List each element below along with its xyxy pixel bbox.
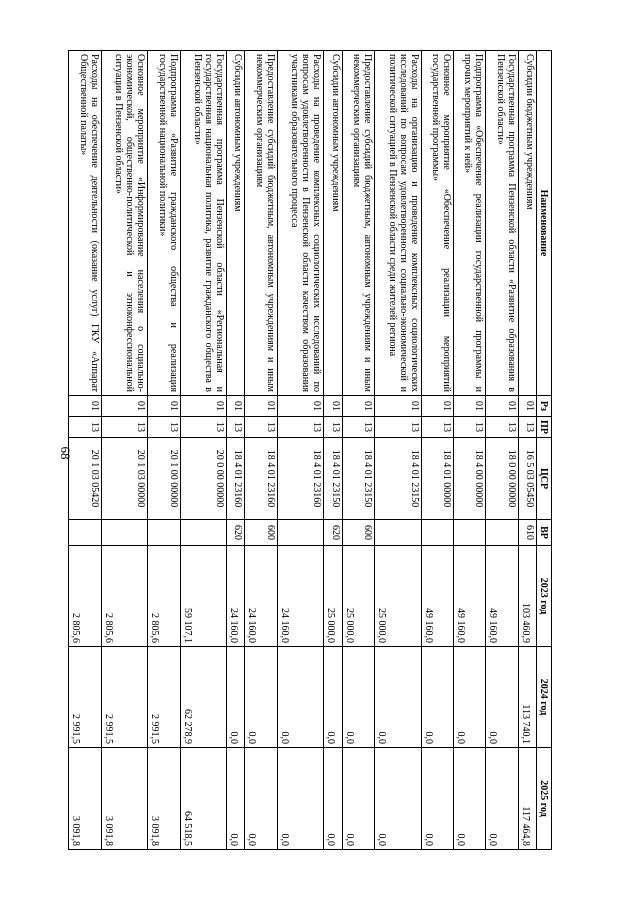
cell-rz: 01 — [101, 396, 148, 417]
cell-name: Основное мероприятие «Обеспечение реализации мероприятий государственной программы» — [421, 51, 453, 396]
cell-pr: 13 — [486, 417, 518, 438]
cell-name: Субсидии автономным учреждениям — [227, 51, 245, 396]
cell-2024: 2 991,5 — [148, 647, 180, 748]
cell-name: Подпрограмма «Обеспечение реализации государственной программы и прочих мероприятий к ней» — [454, 51, 486, 396]
header-name: Наименование — [537, 51, 552, 396]
table-row — [101, 51, 148, 850]
cell-2024: 0,0 — [486, 647, 518, 748]
table-row — [227, 51, 245, 850]
cell-rz: 01 — [245, 396, 277, 417]
cell-rz: 01 — [374, 396, 421, 417]
cell-name: Расходы на проведение комплексных социологических исследований по вопросам удовлетворенности в Пензенской области качеством образования участниками образовательного процесса — [277, 51, 324, 396]
header-csr: ЦСР — [537, 438, 552, 520]
cell-2023: 24 160,0 — [245, 546, 277, 647]
cell-2024: 0,0 — [421, 647, 453, 748]
cell-2025: 0,0 — [245, 748, 277, 850]
cell-vr: 600 — [342, 520, 374, 546]
cell-2023: 49 160,0 — [454, 546, 486, 647]
table-row — [374, 51, 421, 850]
cell-pr: 13 — [277, 417, 324, 438]
budget-table — [68, 50, 552, 850]
cell-csr: 20 1 03 05420 — [69, 438, 102, 520]
cell-pr: 13 — [180, 417, 227, 438]
cell-2024: 0,0 — [277, 647, 324, 748]
table-row — [180, 51, 227, 850]
cell-2024: 0,0 — [374, 647, 421, 748]
cell-vr — [148, 520, 180, 546]
cell-vr: 620 — [324, 520, 342, 546]
cell-csr: 20 1 00 00000 — [148, 438, 180, 520]
cell-csr: 20 1 03 00000 — [101, 438, 148, 520]
cell-pr: 13 — [69, 417, 102, 438]
cell-pr: 13 — [227, 417, 245, 438]
cell-vr — [69, 520, 102, 546]
cell-pr: 13 — [324, 417, 342, 438]
table-row — [245, 51, 277, 850]
cell-name: Государственная программа Пензенской области «Региональная и государственная национальная политика, развитие гражданского общества в Пензенской области» — [180, 51, 227, 396]
cell-vr — [454, 520, 486, 546]
cell-rz: 01 — [486, 396, 518, 417]
cell-pr: 13 — [518, 417, 536, 438]
cell-csr: 16 5 03 05450 — [518, 438, 536, 520]
cell-2023: 24 160,0 — [227, 546, 245, 647]
table-row — [454, 51, 486, 850]
cell-vr — [101, 520, 148, 546]
cell-rz: 01 — [518, 396, 536, 417]
cell-2024: 0,0 — [245, 647, 277, 748]
cell-2025: 0,0 — [342, 748, 374, 850]
cell-2024: 113 740,1 — [518, 647, 536, 748]
cell-2024: 0,0 — [342, 647, 374, 748]
cell-rz: 01 — [227, 396, 245, 417]
header-2023: 2023 год — [537, 546, 552, 647]
cell-rz: 01 — [180, 396, 227, 417]
cell-2024: 2 991,5 — [69, 647, 102, 748]
cell-csr: 18 4 01 23160 — [245, 438, 277, 520]
table-row — [518, 51, 536, 850]
cell-pr: 13 — [101, 417, 148, 438]
cell-pr: 13 — [148, 417, 180, 438]
cell-name: Расходы на обеспечение деятельности (оказание услуг) ГКУ «Аппарат Общественной палаты» — [69, 51, 102, 396]
cell-2023: 25 000,0 — [324, 546, 342, 647]
cell-pr: 13 — [245, 417, 277, 438]
cell-vr — [374, 520, 421, 546]
cell-name: Предоставление субсидий бюджетным, автономным учреждениям и иным некоммерческим организациям — [245, 51, 277, 396]
cell-vr: 610 — [518, 520, 536, 546]
cell-name: Основное мероприятие «Информирование населения о социально-экономической, общественно-политической и этноконфессиональной ситуации в Пензенской области» — [101, 51, 148, 396]
table-row — [148, 51, 180, 850]
cell-csr: 18 4 01 23160 — [277, 438, 324, 520]
cell-rz: 01 — [69, 396, 102, 417]
cell-2023: 24 160,0 — [277, 546, 324, 647]
cell-rz: 01 — [148, 396, 180, 417]
table-row — [69, 51, 102, 850]
cell-pr: 13 — [342, 417, 374, 438]
header-2024: 2024 год — [537, 647, 552, 748]
cell-2024: 62 278,9 — [180, 647, 227, 748]
cell-2025: 0,0 — [277, 748, 324, 850]
cell-name: Подпрограмма «Развитие гражданского общества и реализация государственной национальной политики» — [148, 51, 180, 396]
cell-2023: 2 805,6 — [148, 546, 180, 647]
table-header-row — [537, 51, 552, 850]
cell-vr — [486, 520, 518, 546]
cell-vr: 620 — [227, 520, 245, 546]
cell-2023: 25 000,0 — [342, 546, 374, 647]
cell-csr: 18 4 00 00000 — [454, 438, 486, 520]
cell-2025: 0,0 — [421, 748, 453, 850]
cell-2023: 49 160,0 — [486, 546, 518, 647]
cell-2023: 2 805,6 — [101, 546, 148, 647]
cell-2025: 0,0 — [454, 748, 486, 850]
cell-vr — [277, 520, 324, 546]
table-row — [486, 51, 518, 850]
page-number: 68 — [58, 446, 73, 460]
cell-2023: 49 160,0 — [421, 546, 453, 647]
header-2025: 2025 год — [537, 748, 552, 850]
cell-2025: 64 518,5 — [180, 748, 227, 850]
cell-2025: 117 464,8 — [518, 748, 536, 850]
cell-2025: 0,0 — [374, 748, 421, 850]
cell-2024: 0,0 — [227, 647, 245, 748]
cell-2025: 3 091,8 — [69, 748, 102, 850]
header-pr: ПР — [537, 417, 552, 438]
table-row — [342, 51, 374, 850]
cell-rz: 01 — [454, 396, 486, 417]
cell-csr: 20 0 00 00000 — [180, 438, 227, 520]
cell-2023: 2 805,6 — [69, 546, 102, 647]
table-row — [277, 51, 324, 850]
cell-csr: 18 4 01 00000 — [421, 438, 453, 520]
cell-vr — [421, 520, 453, 546]
cell-rz: 01 — [324, 396, 342, 417]
cell-2025: 0,0 — [324, 748, 342, 850]
cell-vr — [180, 520, 227, 546]
header-vr: ВР — [537, 520, 552, 546]
cell-rz: 01 — [342, 396, 374, 417]
cell-2023: 25 000,0 — [374, 546, 421, 647]
cell-rz: 01 — [277, 396, 324, 417]
cell-2025: 0,0 — [486, 748, 518, 850]
cell-name: Субсидии автономным учреждениям — [324, 51, 342, 396]
cell-csr: 18 4 01 23160 — [227, 438, 245, 520]
cell-rz: 01 — [421, 396, 453, 417]
cell-pr: 13 — [454, 417, 486, 438]
cell-2024: 0,0 — [454, 647, 486, 748]
rotated-table-container — [68, 50, 552, 850]
cell-2023: 103 460,9 — [518, 546, 536, 647]
cell-2025: 0,0 — [227, 748, 245, 850]
cell-2023: 59 107,1 — [180, 546, 227, 647]
cell-csr: 18 4 01 23150 — [374, 438, 421, 520]
table-row — [421, 51, 453, 850]
cell-name: Расходы на организацию и проведение комплексных социологических исследований по вопросам удовлетворенности социально-экономической и политической ситуацией в Пензенской области среди жителей региона — [374, 51, 421, 396]
cell-csr: 18 4 01 23150 — [342, 438, 374, 520]
cell-csr: 18 0 00 00000 — [486, 438, 518, 520]
cell-name: Государственная программа Пензенской области «Развитие образования в Пензенской области» — [486, 51, 518, 396]
cell-csr: 18 4 01 23150 — [324, 438, 342, 520]
cell-name: Субсидии бюджетным учреждениям — [518, 51, 536, 396]
cell-2024: 0,0 — [324, 647, 342, 748]
cell-name: Предоставление субсидий бюджетным, автономным учреждениям и иным некоммерческим организациям — [342, 51, 374, 396]
table-row — [324, 51, 342, 850]
cell-pr: 13 — [374, 417, 421, 438]
cell-pr: 13 — [421, 417, 453, 438]
cell-2024: 2 991,5 — [101, 647, 148, 748]
cell-2025: 3 091,8 — [148, 748, 180, 850]
header-rz: Рз — [537, 396, 552, 417]
cell-vr: 600 — [245, 520, 277, 546]
cell-2025: 3 091,8 — [101, 748, 148, 850]
